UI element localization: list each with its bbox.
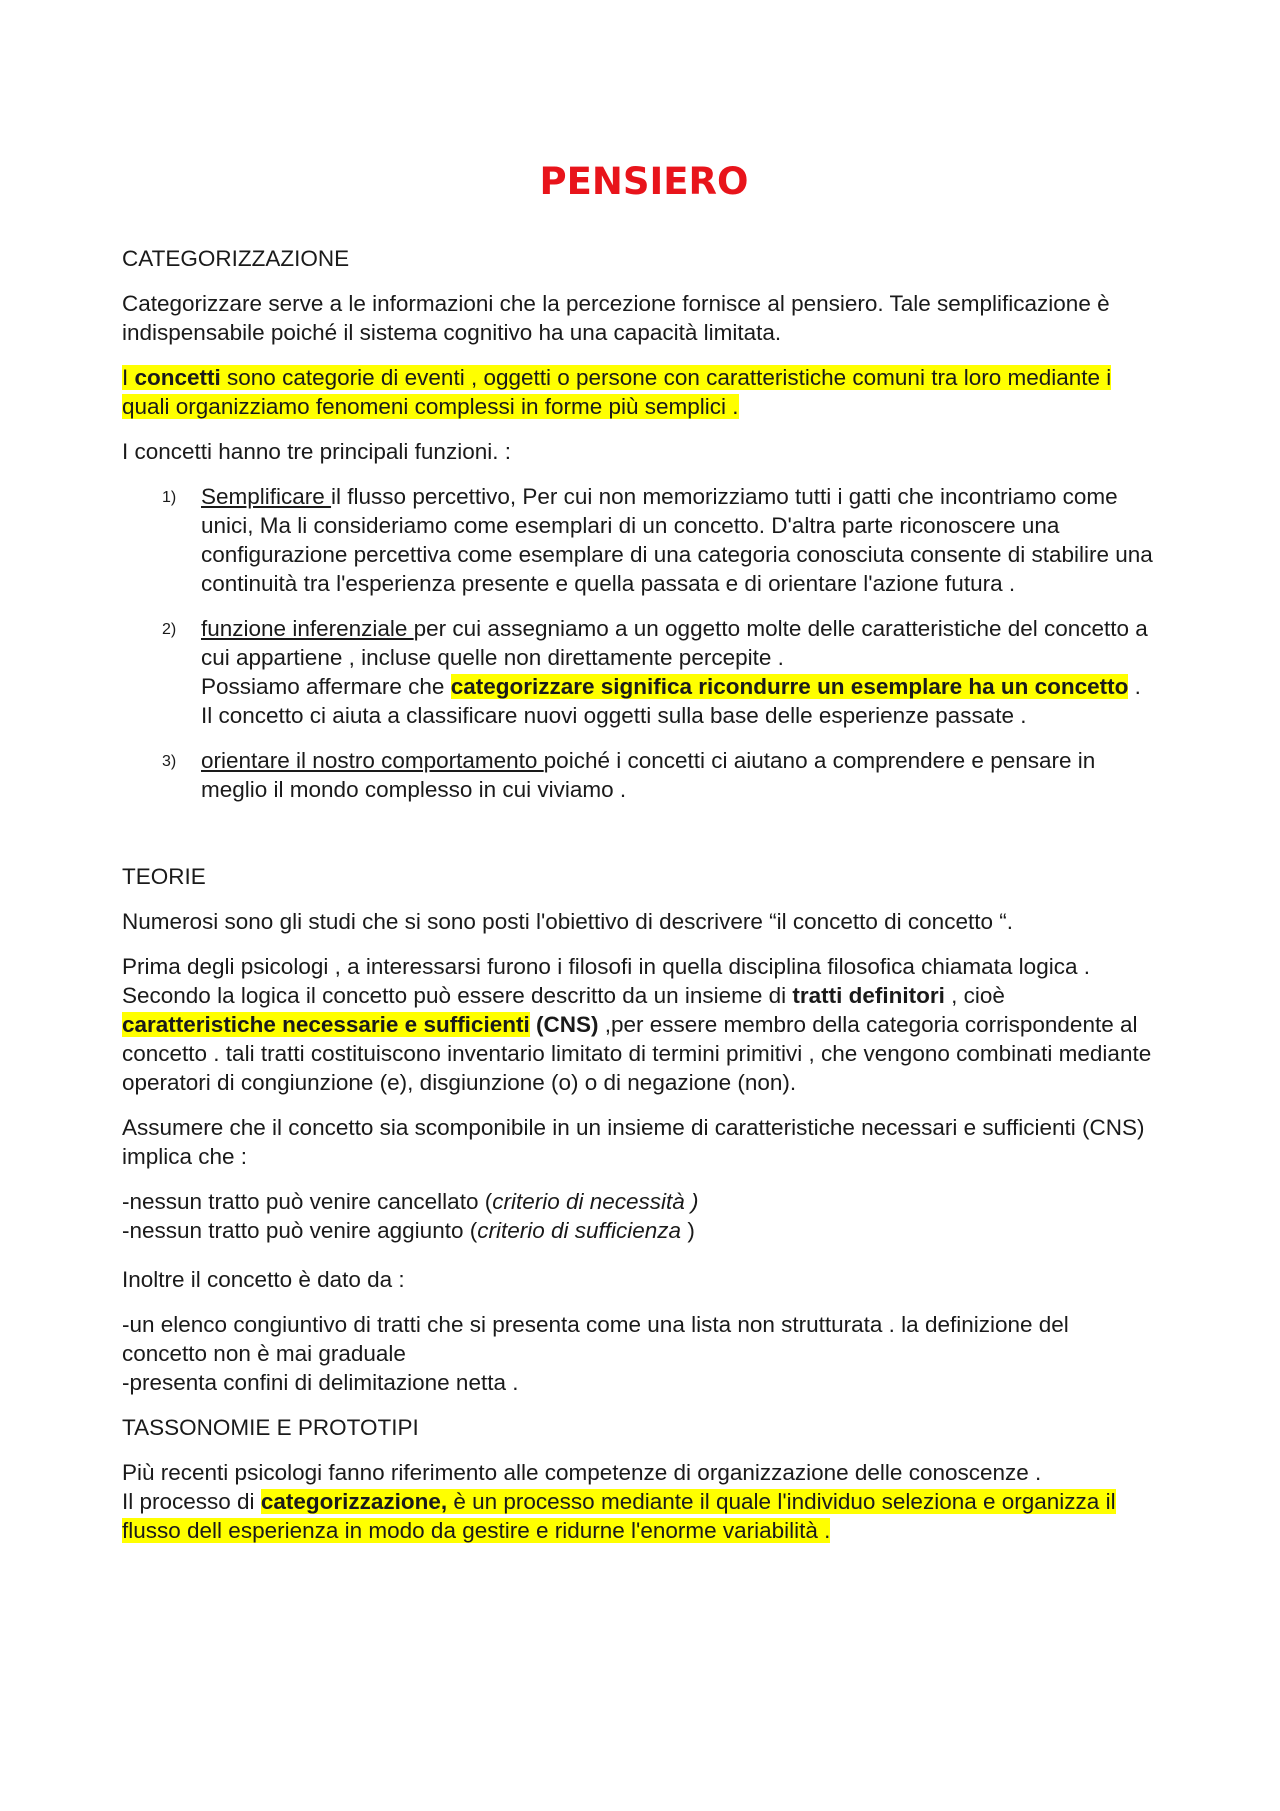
list-item-text: . (1128, 674, 1141, 699)
paragraph-recenti (122, 1458, 1160, 1545)
bold-term-tratti: tratti definitori (792, 983, 945, 1008)
list-item (122, 614, 1160, 730)
list-item-text: poiché i concetti ci aiutano a comprendere e pensare in meglio il mondo complesso in cui viviamo . (201, 748, 1096, 802)
section-heading-teorie: TEORIE (122, 864, 206, 889)
underlined-term: Semplificare (201, 484, 332, 509)
highlight-rest: sono categorie di eventi , oggetti o persone con caratteristiche comuni tra loro mediante i quali organizziamo fenomeni complessi in forme più semplici . (122, 365, 1112, 419)
functions-list (122, 482, 1160, 804)
list-number: 3) (162, 753, 177, 770)
text-run: -un elenco congiuntivo di tratti che si presenta come una lista non strutturata . la definizione del concetto non è mai graduale (122, 1312, 1069, 1366)
list-item-text: il flusso percettivo, Per cui non memorizziamo tutti i gatti che incontriamo come unici, Ma li consideriamo come esemplari di un concetto. D'altra parte riconoscere una configurazione percettiva come esemplare di una categoria conosciuta consente di stabilire una continuità tra l'esperienza presente e quella passata e di orientare l'azione futura . (201, 484, 1153, 596)
text-run: -presenta confini di delimitazione netta . (122, 1370, 519, 1395)
list-item-text: Possiamo affermare che (201, 674, 451, 699)
text-run: -nessun tratto può venire aggiunto ( (122, 1218, 478, 1243)
text-run: Prima degli psicologi , a interessarsi furono i filosofi in quella disciplina filosofica chiamata logica . Secondo la logica il concetto può essere descritto da un insieme di (122, 954, 1090, 1008)
text-run: , cioè (944, 983, 1005, 1008)
paragraph-logica (122, 952, 1160, 1097)
highlight-bold-cns: caratteristiche necessarie e sufficienti (122, 1012, 530, 1037)
text-run: ) (681, 1218, 695, 1243)
underlined-term: funzione inferenziale (201, 616, 414, 641)
paragraph-inoltre: Inoltre il concetto è dato da : (122, 1267, 405, 1292)
paragraph-intro: Categorizzare serve a le informazioni che la percezione fornisce al pensiero. Tale semplificazione è indispensabile poiché il sistema cognitivo ha una capacità limitata. (122, 291, 1110, 345)
paragraph-assumere: Assumere che il concetto sia scomponibile in un insieme di caratteristiche necessari e sufficienti (CNS) implica che : (122, 1115, 1145, 1169)
underlined-term: orientare il nostro comportamento (201, 748, 544, 773)
paragraph-concetti-definition (122, 363, 1160, 421)
paragraph-elenco (122, 1310, 1160, 1397)
list-item (122, 482, 1160, 598)
spacer (122, 820, 1160, 862)
text-run: Il processo di (122, 1489, 261, 1514)
section-heading-tassonomie: TASSONOMIE E PROTOTIPI (122, 1415, 419, 1440)
highlight-rest: è un processo mediante il quale l'individuo seleziona e organizza il flusso dell esperienza in modo da gestire e ridurne l'enorme variabilità . (122, 1489, 1116, 1543)
text-run: -nessun tratto può venire cancellato ( (122, 1189, 493, 1214)
italic-criterio-necessita: criterio di necessità ) (492, 1189, 699, 1214)
section-heading-categorizzazione: CATEGORIZZAZIONE (122, 246, 350, 271)
list-item-text: Il concetto ci aiuta a classificare nuovi oggetti sulla base delle esperienze passate . (201, 703, 1027, 728)
paragraph-studi: Numerosi sono gli studi che si sono posti l'obiettivo di descrivere “il concetto di concetto “. (122, 909, 1013, 934)
paragraph-criteri (122, 1187, 1160, 1245)
list-item (122, 746, 1160, 804)
page-title: PENSIERO (539, 160, 749, 203)
list-item-text: per cui assegniamo a un oggetto molte delle caratteristiche del concetto a cui appartiene , incluse quelle non direttamente percepite . (201, 616, 1148, 670)
text-run: Più recenti psicologi fanno riferimento alle competenze di organizzazione delle conoscenze . (122, 1460, 1042, 1485)
highlight-bold-categorizzazione: categorizzazione, (260, 1489, 448, 1514)
paragraph-funzioni-intro: I concetti hanno tre principali funzioni. : (122, 439, 511, 464)
list-number: 1) (162, 489, 177, 506)
highlight-bold-phrase: categorizzare significa ricondurre un esemplare ha un concetto (450, 674, 1129, 699)
list-number: 2) (162, 621, 177, 638)
bold-term-concetti: concetti (134, 365, 221, 390)
text-run: ,per essere membro della categoria corrispondente al concetto . tali tratti costituiscono inventario limitato di termini primitivi , che vengono combinati mediante operatori di congiunzione (e), disgiunzione (o) o di negazione (non). (122, 1012, 1152, 1095)
highlight-start: I (122, 365, 135, 390)
italic-criterio-sufficienza: criterio di sufficienza (477, 1218, 682, 1243)
bold-term-cns: (CNS) (529, 1012, 599, 1037)
